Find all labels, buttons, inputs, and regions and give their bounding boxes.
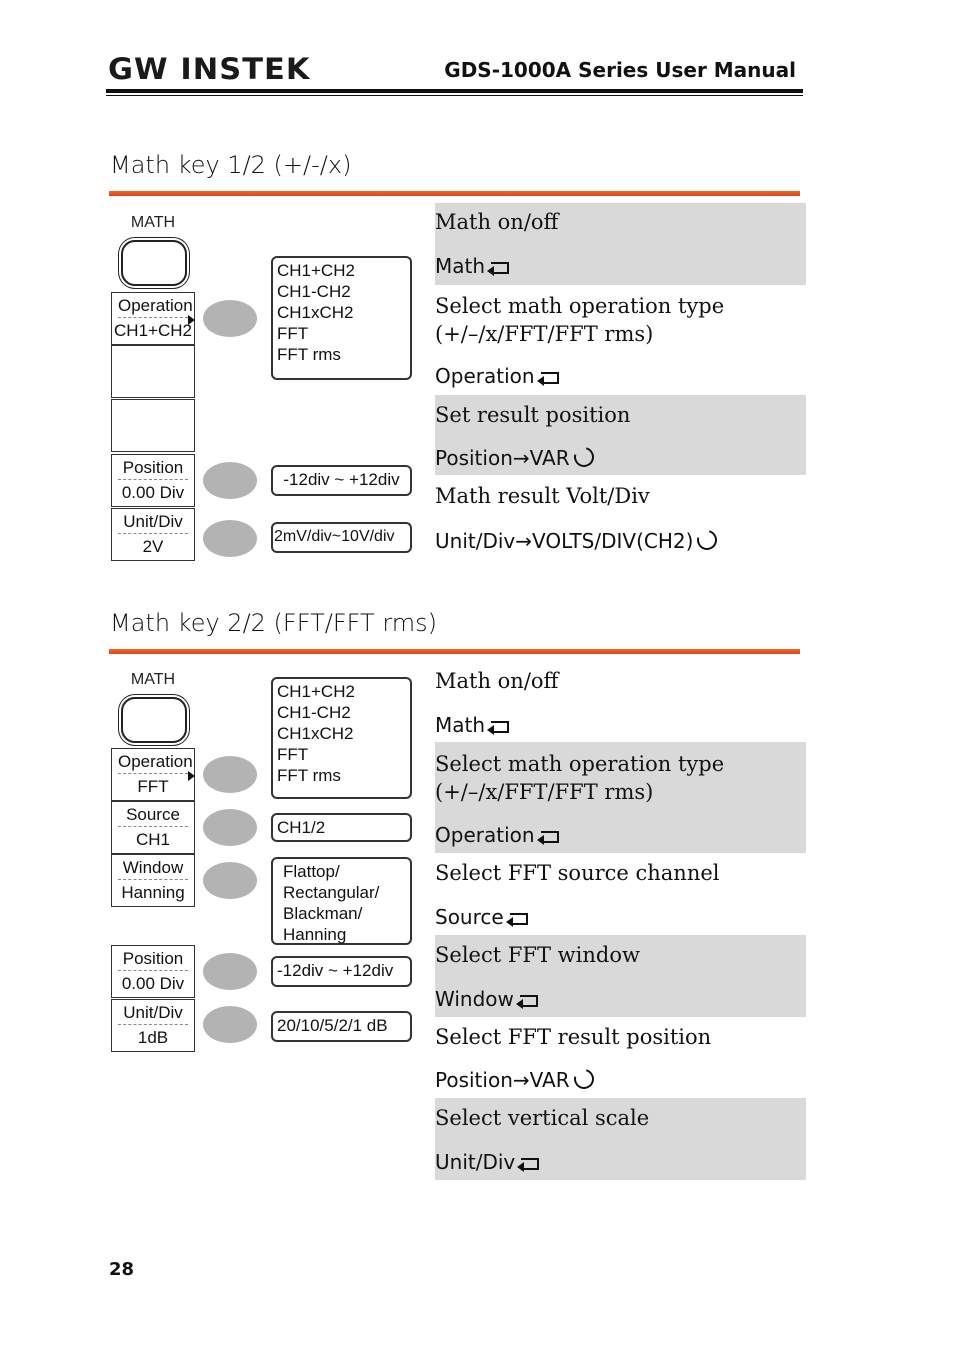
desc-window [435,935,806,1017]
desc-title: Math on/off [435,669,559,693]
math-button[interactable] [121,240,187,286]
submenu-arrow-icon [188,315,195,325]
return-key-icon [537,829,559,843]
math-button[interactable] [121,697,187,743]
position-label: Position [118,946,188,971]
desc-source [435,853,806,935]
position-soft-key[interactable] [111,945,195,998]
unitdiv-value: 1dB [137,1028,169,1047]
return-key-icon [487,260,509,274]
operation-soft-key[interactable] [111,292,195,345]
key-name: Position→VAR [435,446,570,470]
unitdiv-bezel-button[interactable] [203,1006,257,1043]
unitdiv-label: Unit/Div [118,1000,188,1025]
brand-logo: GW INSTEK [108,52,311,86]
page-number: 28 [109,1259,135,1280]
window-bezel-button[interactable] [203,862,257,899]
desc-title: Select math operation type (+/–/x/FFT/FFT rms) [435,294,725,346]
position-range: -12div ~ +12div [271,956,412,987]
desc-operation [435,742,806,853]
desc-title: Select FFT result position [435,1025,712,1049]
submenu-arrow-icon [188,771,195,781]
window-value: Hanning [121,883,185,902]
unitdiv-bezel-button[interactable] [203,520,257,557]
desc-title: Set result position [435,403,631,427]
header-rule-thin [106,95,803,96]
key-name: Math [435,254,486,278]
desc-math-onoff [435,203,806,285]
operation-value: FFT [137,777,169,796]
unitdiv-value: 2V [142,537,164,556]
empty-soft-key[interactable] [111,399,195,452]
position-value: 0.00 Div [121,974,185,993]
position-label: Position [118,455,188,480]
operation-soft-key[interactable] [111,748,195,801]
source-soft-key[interactable] [111,801,195,854]
window-soft-key[interactable] [111,854,195,907]
source-options: CH1/2 [271,813,412,842]
key-name: Position→VAR [435,1068,570,1092]
section2-rule [109,649,800,654]
operation-label: Operation [118,293,188,318]
desc-unitdiv [435,475,806,565]
return-key-icon [517,1156,539,1170]
unitdiv-range: 20/10/5/2/1 dB [271,1011,412,1042]
position-bezel-button[interactable] [203,953,257,990]
key-name: Window [435,987,514,1011]
return-key-icon [516,993,538,1007]
source-label: Source [118,802,188,827]
desc-vertical-scale [435,1098,806,1180]
header-rule [106,89,803,93]
desc-title: Select FFT source channel [435,861,720,885]
operation-value: CH1+CH2 [114,321,192,340]
position-soft-key[interactable] [111,454,195,507]
math-key-label: MATH [130,214,176,231]
desc-math-onoff [435,662,806,742]
unitdiv-label: Unit/Div [118,509,188,534]
desc-position [435,395,806,475]
section1-rule [109,191,800,196]
position-value: 0.00 Div [121,483,185,502]
key-name: Operation [435,364,535,388]
position-bezel-button[interactable] [203,462,257,499]
return-key-icon [487,719,509,733]
section2-title: Math key 2/2 (FFT/FFT rms) [110,609,438,637]
key-name: Unit/Div [435,1150,516,1174]
unitdiv-soft-key[interactable] [111,999,195,1052]
empty-soft-key[interactable] [111,345,195,398]
variable-knob-icon [694,526,721,553]
key-name: Unit/Div→VOLTS/DIV(CH2) [435,529,694,553]
operation-bezel-button[interactable] [203,756,257,793]
unitdiv-range: 2mV/div~10V/div [271,522,412,553]
variable-knob-icon [570,1065,597,1092]
operation-label: Operation [118,749,188,774]
unitdiv-soft-key[interactable] [111,508,195,561]
desc-title: Math result Volt/Div [435,484,650,508]
desc-title: Select FFT window [435,943,640,967]
math-key-label: MATH [130,671,176,688]
return-key-icon [506,911,528,925]
key-name: Source [435,905,504,929]
key-name: Operation [435,823,535,847]
desc-title: Math on/off [435,210,559,234]
source-bezel-button[interactable] [203,809,257,846]
window-label: Window [118,855,188,880]
window-options: Flattop/ Rectangular/ Blackman/ Hanning [271,857,412,945]
operation-bezel-button[interactable] [203,300,257,337]
variable-knob-icon [570,443,597,470]
source-value: CH1 [135,830,170,849]
operation-options: CH1+CH2 CH1-CH2 CH1xCH2 FFT FFT rms [271,677,412,799]
operation-options: CH1+CH2 CH1-CH2 CH1xCH2 FFT FFT rms [271,256,412,380]
key-name: Math [435,713,486,737]
desc-fft-position [435,1017,806,1098]
position-range: -12div ~ +12div [271,465,412,496]
return-key-icon [537,370,559,384]
section1-title: Math key 1/2 (+/-/x) [110,151,352,179]
desc-operation [435,285,806,395]
manual-title: GDS-1000A Series User Manual [444,58,796,82]
desc-title: Select vertical scale [435,1106,650,1130]
desc-title: Select math operation type (+/–/x/FFT/FFT rms) [435,752,725,804]
